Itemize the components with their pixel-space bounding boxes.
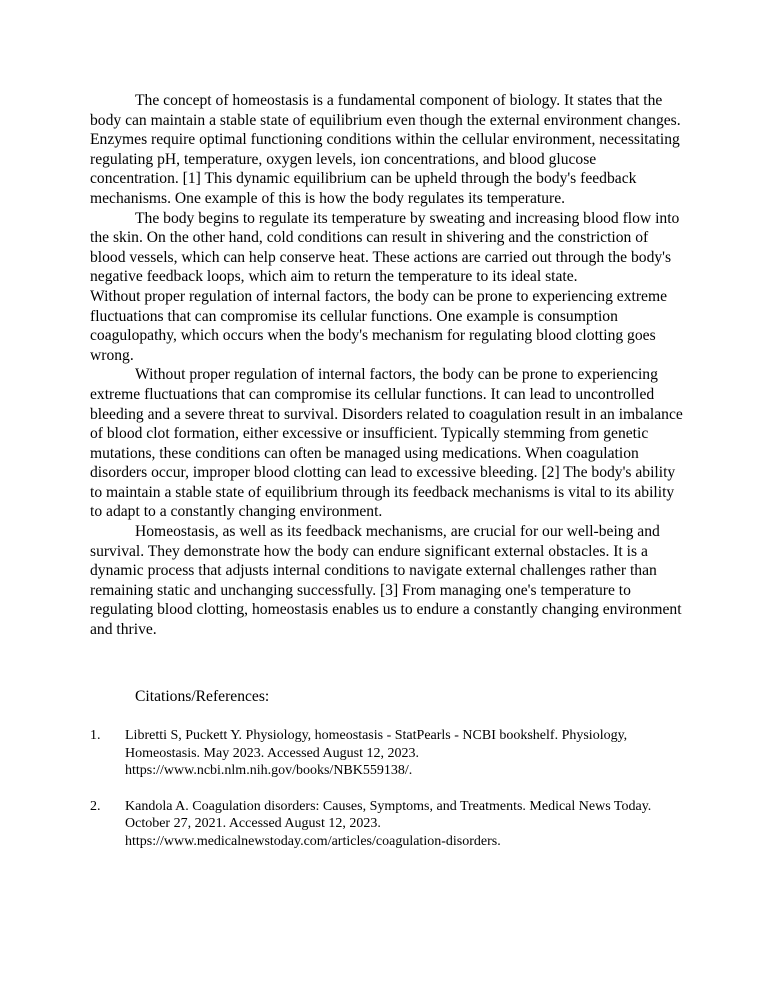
reference-number: 1. [90, 728, 101, 743]
references-heading: Citations/References: [135, 688, 270, 705]
reference-item [90, 727, 690, 780]
reference-number: 2. [90, 798, 101, 814]
paragraph-temperature-regulation: The body begins to regulate its temperature by sweating and increasing blood flow into the skin. On the other hand, cold conditions can result in shivering and the constriction of blood vessels, which can help conserve heat. These actions are carried out through the body's negative feedback loops, which aim to return the temperature to its ideal state. [90, 209, 680, 286]
reference-text: Libretti S, Puckett Y. Physiology, homeostasis - StatPearls - NCBI bookshelf. Physiology, Homeostasis. May 2023. Accessed August 12, 2023. https://www.ncbi.nlm.nih.gov/books/NBK559138/. [125, 728, 628, 779]
paragraph-conclusion: Homeostasis, as well as its feedback mechanisms, are crucial for our well-being and survival. They demonstrate how the body can endure significant external obstacles. It is a dynamic process that adjusts internal conditions to navigate external challenges rather than remaining static and unchanging successfully. [3] From managing one's temperature to regulating blood clotting, homeostasis enables us to endure a constantly changing environment and thrive. [90, 523, 682, 639]
reference-item [90, 798, 690, 851]
paragraph-homeostasis-intro: The concept of homeostasis is a fundamental component of biology. It states that the body can maintain a stable state of equilibrium even though the external environment changes. Enzymes require optimal functioning conditions within the cellular environment, necessitating regulating pH, temperature, oxygen levels, ion concentrations, and blood glucose concentration. [1] This dynamic equilibrium can be upheld through the body's feedback mechanisms. One example of this is how the body regulates its temperature. [90, 92, 681, 207]
essay-body [90, 91, 683, 640]
paragraph-coagulation-disorders: Without proper regulation of internal factors, the body can be prone to experiencing extreme fluctuations that can compromise its cellular functions. It can lead to uncontrolled bleeding and a severe threat to survival. Disorders related to coagulation result in an imbalance of blood clot formation, either excessive or insufficient. Typically stemming from genetic mutations, these conditions can often be managed using medications. When coagulation disorders occur, improper blood clotting can lead to excessive bleeding. [2] The body's ability to maintain a stable state of equilibrium through its feedback mechanisms is vital to its ability to adapt to a constantly changing environment. [90, 366, 683, 521]
reference-text: Kandola A. Coagulation disorders: Causes, Symptoms, and Treatments. Medical News Today. October 27, 2021. Accessed August 12, 2023. https://www.medicalnewstoday.com/articles/coagulation-disorders. [125, 798, 652, 849]
references-list [90, 727, 690, 869]
paragraph-consumption-coagulopathy: Without proper regulation of internal factors, the body can be prone to experiencing extreme fluctuations that can compromise its cellular functions. One example is consumption coagulopathy, which occurs when the body's mechanism for regulating blood clotting goes wrong. [90, 287, 667, 364]
